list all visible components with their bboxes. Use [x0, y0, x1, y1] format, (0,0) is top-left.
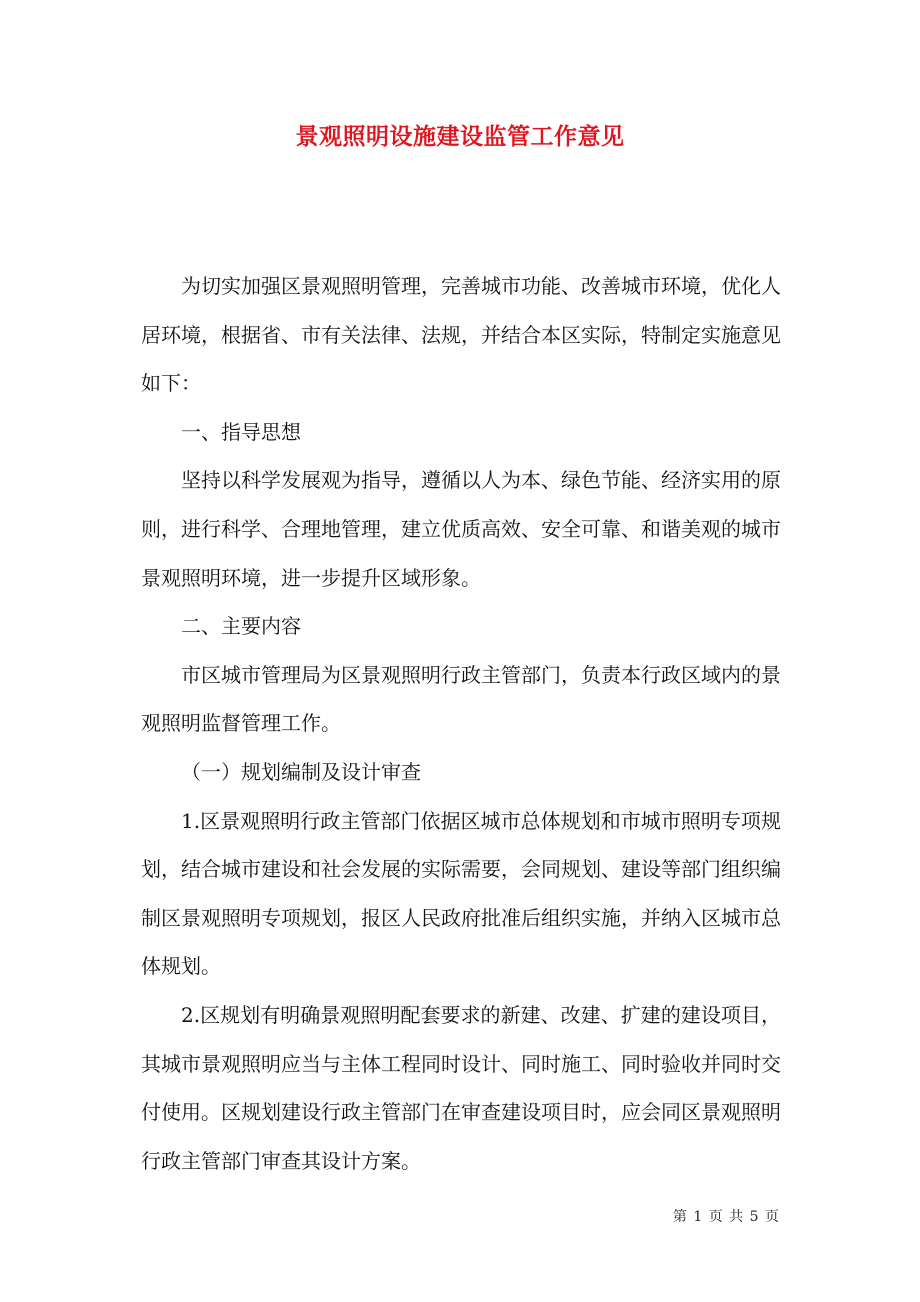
heading-planning-review: （一）规划编制及设计审查	[181, 759, 421, 784]
document-body	[141, 262, 781, 1185]
paragraph-main-content: 市区城市管理局为区景观照明行政主管部门，负责本行政区域内的景观照明监督管理工作。	[141, 662, 781, 736]
paragraph-item-1: 1.区景观照明行政主管部门依据区城市总体规划和市城市照明专项规划，结合城市建设和社会发展的实际需要，会同规划、建设等部门组织编制区景观照明专项规划，报区人民政府批准后组织实施，并纳入区城市总体规划。	[141, 808, 781, 979]
paragraph-intro: 为切实加强区景观照明管理，完善城市功能、改善城市环境，优化人居环境，根据省、市有关法律、法规，并结合本区实际，特制定实施意见如下：	[141, 274, 781, 396]
paragraph-guiding-ideology: 坚持以科学发展观为指导，遵循以人为本、绿色节能、经济实用的原则，进行科学、合理地管理，建立优质高效、安全可靠、和谐美观的城市景观照明环境，进一步提升区域形象。	[141, 468, 781, 590]
document-title: 景观照明设施建设监管工作意见	[295, 123, 625, 150]
page-number: 第 1 页 共 5 页	[672, 1209, 780, 1225]
paragraph-item-2: 2.区规划有明确景观照明配套要求的新建、改建、扩建的建设项目，其城市景观照明应当与主体工程同时设计、同时施工、同时验收并同时交付使用。区规划建设行政主管部门在审查建设项目时，应会同区景观照明行政主管部门审查其设计方案。	[141, 1002, 781, 1173]
heading-guiding-ideology: 一、指导思想	[181, 419, 301, 444]
heading-main-content: 二、主要内容	[181, 614, 301, 639]
